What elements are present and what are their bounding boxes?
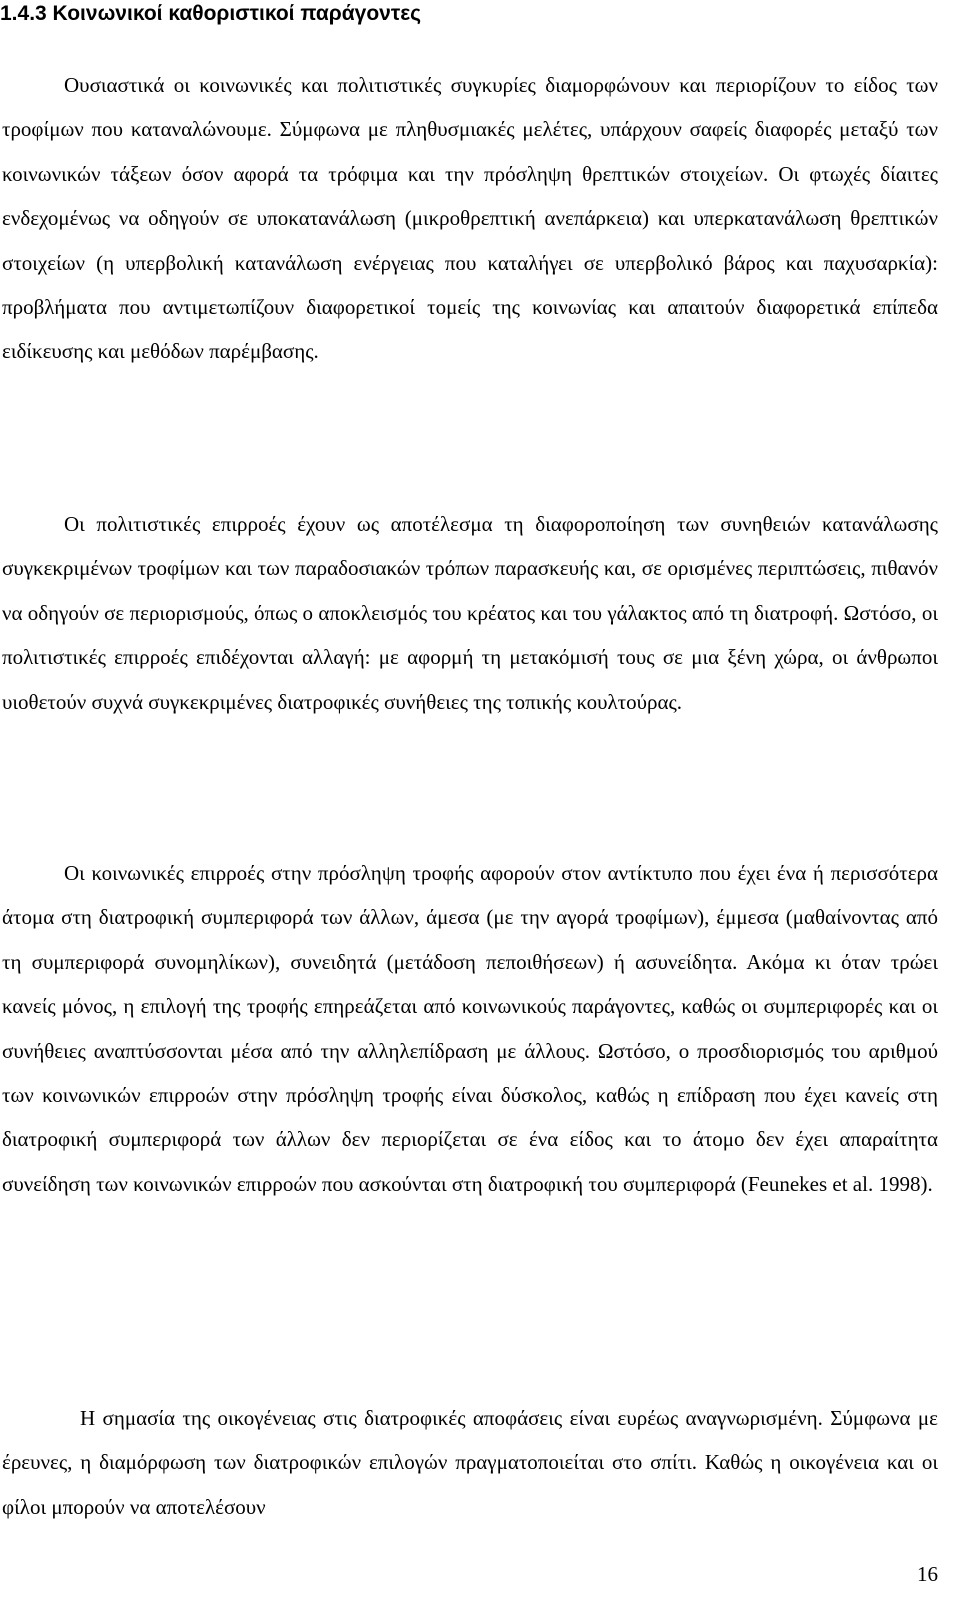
section-heading: 1.4.3 Κοινωνικοί καθοριστικοί παράγοντες [0, 2, 422, 25]
page-number: 16 [917, 1562, 938, 1586]
paragraph-social-influences: Οι κοινωνικές επιρροές στην πρόσληψη τροφής αφορούν στον αντίκτυπο που έχει ένα ή περισσότερα άτομα στη διατροφική συμπεριφορά των άλλων, άμεσα (με την αγορά τροφίμων), έμμεσα (μαθαίνοντας από τη συμπεριφορά συνομηλίκων), συνειδητά (μετάδοση πεποιθήσεων) ή ασυνείδητα. Ακόμα κι όταν τρώει κανείς μόνος, η επιλογή της τροφής επηρεάζεται από κοινωνικούς παράγοντες, καθώς οι συμπεριφορές και οι συνήθειες αναπτύσσονται μέσα από την αλληλεπίδραση με άλλους. Ωστόσο, ο προσδιορισμός του αριθμού των κοινωνικών επιρροών στην πρόσληψη τροφής είναι δύσκολος, καθώς η επίδραση που έχει κανείς στη διατροφική συμπεριφορά των άλλων δεν περιορίζεται σε ένα είδος και το άτομο δεν έχει απαραίτητα συνείδηση των κοινωνικών επιρροών που ασκούνται στη διατροφική του συμπεριφορά (Feunekes et al. 1998). [2, 861, 938, 1196]
paragraph-social-cultural-factors: Ουσιαστικά οι κοινωνικές και πολιτιστικές συγκυρίες διαμορφώνουν και περιορίζουν το είδος των τροφίμων που καταναλώνουμε. Σύμφωνα με πληθυσμιακές μελέτες, υπάρχουν σαφείς διαφορές μεταξύ των κοινωνικών τάξεων όσον αφορά τα τρόφιμα και την πρόσληψη θρεπτικών στοιχείων. Οι φτωχές δίαιτες ενδεχομένως να οδηγούν σε υποκατανάλωση (μικροθρεπτική ανεπάρκεια) και υπερκατανάλωση θρεπτικών στοιχείων (η υπερβολική κατανάλωση ενέργειας που καταλήγει σε υπερβολικό βάρος και παχυσαρκία): προβλήματα που αντιμετωπίζουν διαφορετικοί τομείς της κοινωνίας και απαιτούν διαφορετικά επίπεδα ειδίκευσης και μεθόδων παρέμβασης. [2, 73, 938, 364]
paragraph-cultural-influences: Οι πολιτιστικές επιρροές έχουν ως αποτέλεσμα τη διαφοροποίηση των συνηθειών κατανάλωσης συγκεκριμένων τροφίμων και των παραδοσιακών τρόπων παρασκευής και, σε ορισμένες περιπτώσεις, πιθανόν να οδηγούν σε περιορισμούς, όπως ο αποκλεισμός του κρέατος και του γάλακτος από τη διατροφή. Ωστόσο, οι πολιτιστικές επιρροές επιδέχονται αλλαγή: με αφορμή τη μετακόμισή τους σε μια ξένη χώρα, οι άνθρωποι υιοθετούν συχνά συγκεκριμένες διατροφικές συνήθειες της τοπικής κουλτούρας. [2, 512, 938, 714]
paragraph-family-importance: Η σημασία της οικογένειας στις διατροφικές αποφάσεις είναι ευρέως αναγνωρισμένη. Σύμφωνα με έρευνες, η διαμόρφωση των διατροφικών επιλογών πραγματοποιείται στο σπίτι. Καθώς η οικογένεια και οι φίλοι μπορούν να αποτελέσουν [2, 1406, 938, 1519]
